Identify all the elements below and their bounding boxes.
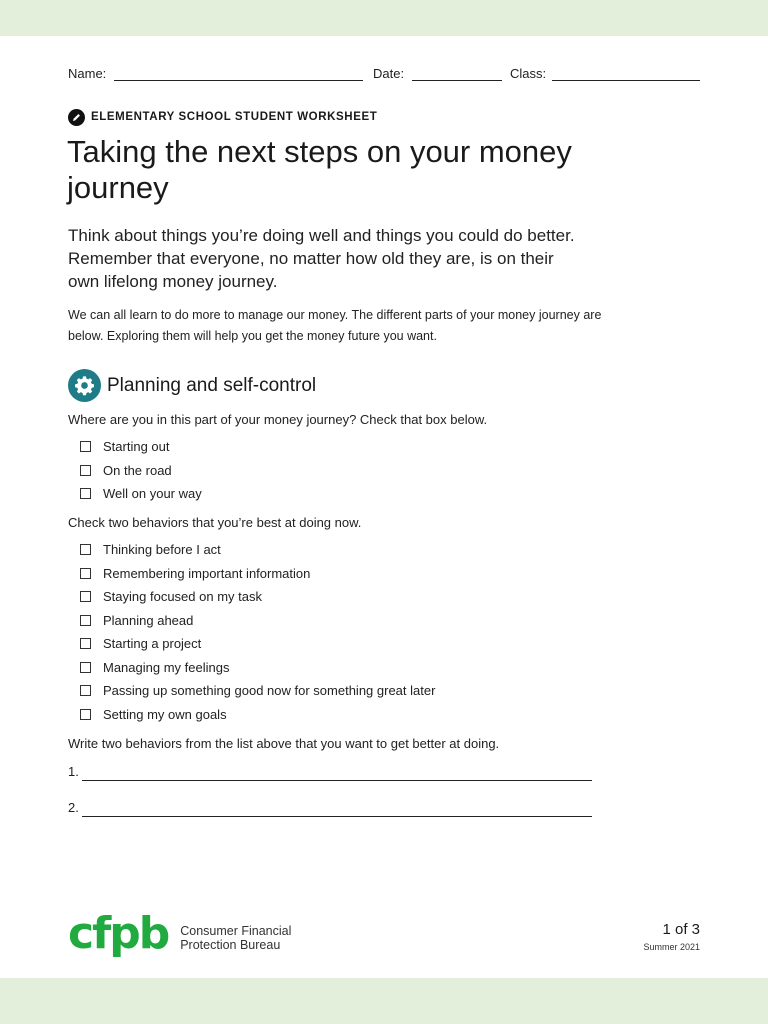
behavior-options: [80, 538, 435, 726]
option-label: Well on your way: [103, 486, 202, 502]
checkbox[interactable]: [80, 568, 91, 579]
checkbox-option[interactable]: [80, 562, 435, 586]
checkbox[interactable]: [80, 685, 91, 696]
option-label: Starting a project: [103, 636, 202, 652]
checkbox-option[interactable]: [80, 632, 435, 656]
name-field[interactable]: [114, 80, 363, 81]
option-label: On the road: [103, 462, 172, 478]
question-behaviors: Check two behaviors that you’re best at doing now.: [68, 515, 362, 530]
section-title: Planning and self-control: [107, 374, 317, 396]
checkbox-option[interactable]: [80, 609, 435, 633]
checkbox[interactable]: [80, 662, 91, 673]
checkbox-option[interactable]: [80, 482, 202, 506]
checkbox-option[interactable]: [80, 679, 435, 703]
intro-paragraph: We can all learn to do more to manage our money. The different parts of your money journey are below. Exploring them will help you get the money future you want.: [68, 308, 602, 343]
checkbox[interactable]: [80, 615, 91, 626]
option-label: Thinking before I act: [103, 542, 221, 558]
class-label: Class:: [510, 66, 547, 81]
option-label: Managing my feelings: [103, 659, 230, 675]
checkbox-option[interactable]: [80, 656, 435, 680]
checkbox-option[interactable]: [80, 585, 435, 609]
cfpb-logo: [68, 908, 292, 959]
answer-line[interactable]: [82, 816, 592, 817]
org-name-line1: Consumer Financial: [180, 924, 292, 938]
page-title: Taking the next steps on your money journey: [67, 134, 572, 205]
checkbox[interactable]: [80, 441, 91, 452]
lead-paragraph: Think about things you’re doing well and things you could do better. Remember that everyone, no matter how old they are, is on their own lifelong money journey.: [68, 226, 575, 291]
org-name-line2: Protection Bureau: [180, 938, 281, 952]
date-label: Date:: [373, 66, 405, 81]
checkbox-option[interactable]: [80, 538, 435, 562]
checkbox[interactable]: [80, 488, 91, 499]
option-label: Remembering important information: [103, 565, 311, 581]
question-stage: Where are you in this part of your money journey? Check that box below.: [68, 412, 488, 427]
checkbox-option[interactable]: [80, 459, 202, 483]
pencil-icon: [68, 109, 85, 126]
date-field[interactable]: [412, 80, 502, 81]
top-band: [0, 0, 768, 36]
option-label: Setting my own goals: [103, 706, 227, 722]
answer-number: 2.: [68, 800, 79, 815]
worksheet-kicker: [68, 108, 377, 126]
checkbox[interactable]: [80, 638, 91, 649]
checkbox[interactable]: [80, 591, 91, 602]
section-header: [68, 369, 316, 402]
edition-date: Summer 2021: [643, 942, 700, 952]
answer-number: 1.: [68, 764, 79, 779]
bottom-band: [0, 978, 768, 1024]
gear-icon: [68, 369, 101, 402]
stage-options: [80, 435, 202, 506]
answer-row: [68, 764, 592, 784]
checkbox-option[interactable]: [80, 703, 435, 727]
checkbox[interactable]: [80, 465, 91, 476]
option-label: Starting out: [103, 439, 170, 455]
logo-mark: cfpb: [68, 908, 169, 959]
option-label: Passing up something good now for something great later: [103, 683, 436, 699]
name-label: Name:: [68, 66, 107, 81]
page-number: 1 of 3: [662, 921, 700, 938]
answer-row: [68, 800, 592, 820]
checkbox[interactable]: [80, 709, 91, 720]
class-field[interactable]: [552, 80, 700, 81]
kicker-text: ELEMENTARY SCHOOL STUDENT WORKSHEET: [91, 111, 378, 123]
org-name: [180, 924, 291, 952]
checkbox[interactable]: [80, 544, 91, 555]
option-label: Staying focused on my task: [103, 589, 262, 605]
option-label: Planning ahead: [103, 612, 194, 628]
header-fields: [68, 66, 700, 84]
answer-line[interactable]: [82, 780, 592, 781]
question-improve: Write two behaviors from the list above that you want to get better at doing.: [68, 736, 500, 751]
checkbox-option[interactable]: [80, 435, 202, 459]
